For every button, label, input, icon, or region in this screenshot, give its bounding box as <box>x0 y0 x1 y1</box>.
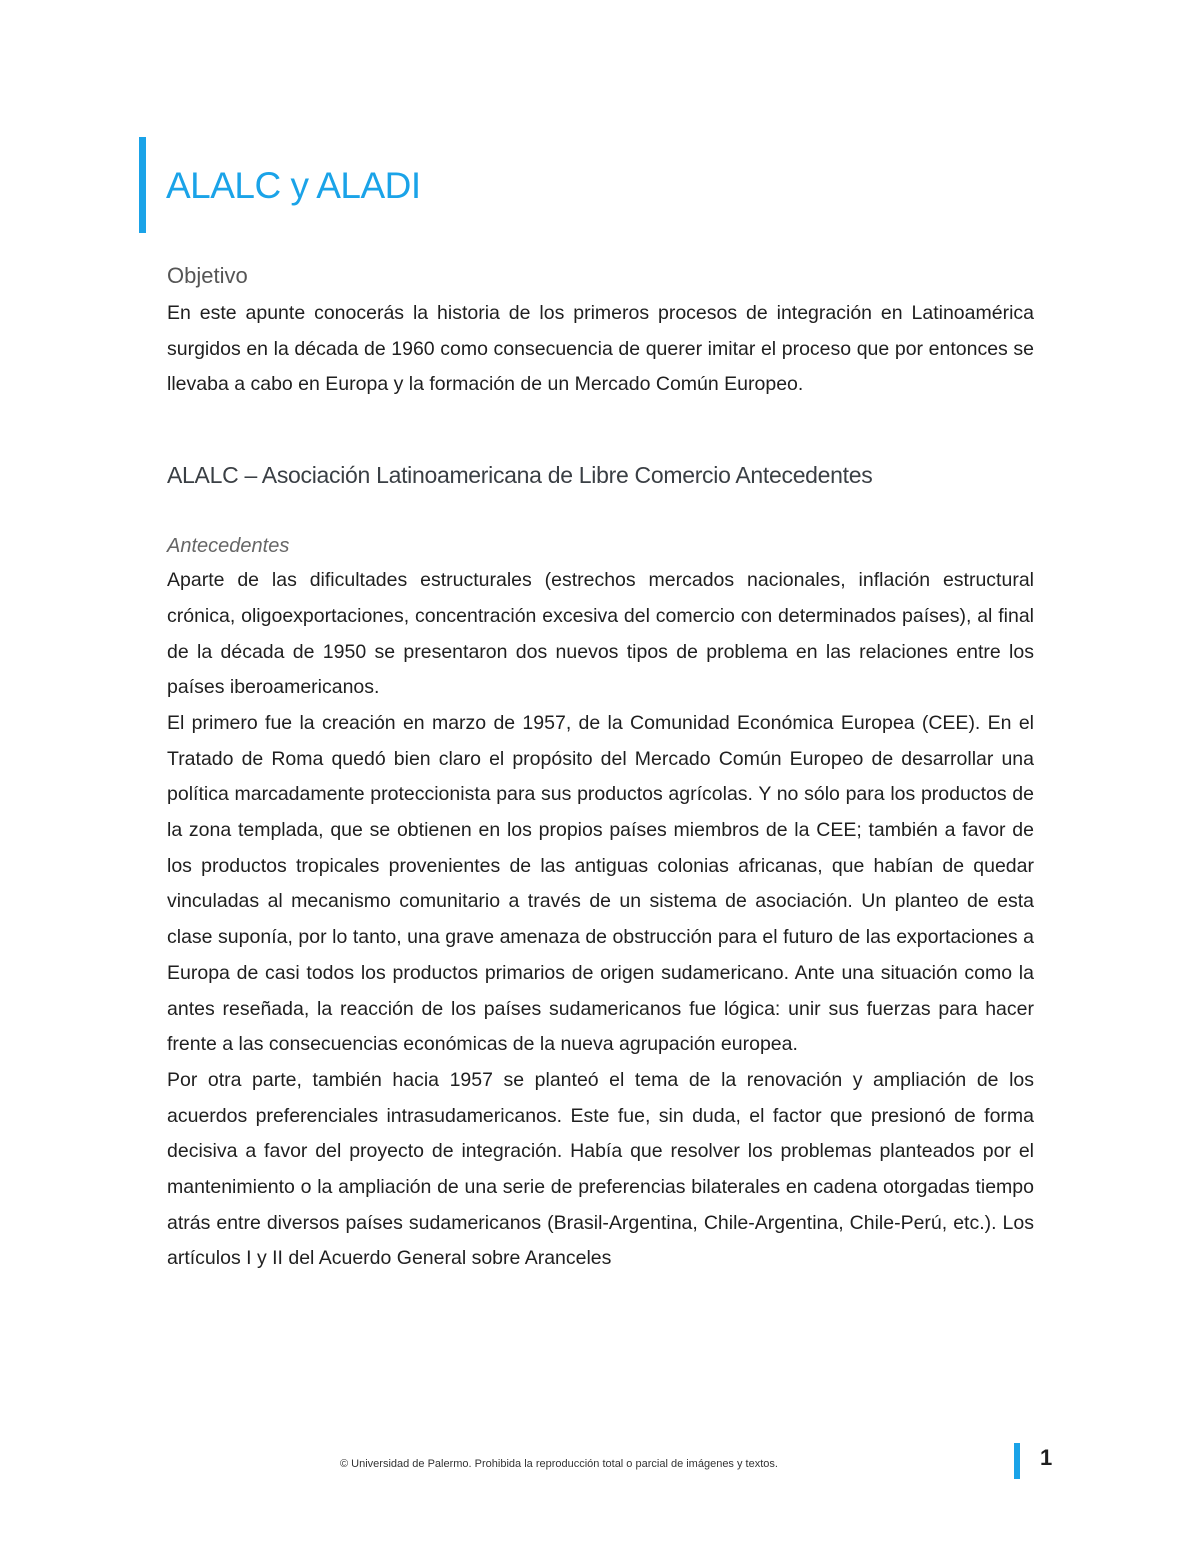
title-accent-bar <box>139 137 146 233</box>
document-body <box>167 256 1034 1277</box>
body-paragraph-1: Aparte de las dificultades estructurales (estrechos mercados nacionales, inflación estructural crónica, oligoexportaciones, concentración excesiva del comercio con determinados países), al final de la década de 1950 se presentaron dos nuevos tipos de problema en las relaciones entre los países iberoamericanos. <box>167 569 1034 699</box>
objective-heading: Objetivo <box>167 263 248 288</box>
body-paragraph-2: El primero fue la creación en marzo de 1957, de la Comunidad Económica Europea (CEE). En el Tratado de Roma quedó bien claro el propósito del Mercado Común Europeo de desarrollar una política marcadamente proteccionista para sus productos agrícolas. Y no sólo para los productos de la zona templada, que se obtienen en los propios países miembros de la CEE; también a favor de los productos tropicales provenientes de las antiguas colonias africanas, que habían de quedar vinculadas al mecanismo comunitario a través de un sistema de asociación. Un planteo de esta clase suponía, por lo tanto, una grave amenaza de obstrucción para el futuro de las exportaciones a Europa de casi todos los productos primarios de origen sudamericano. Ante una situación como la antes reseñada, la reacción de los países sudamericanos fue lógica: unir sus fuerzas para hacer frente a las consecuencias económicas de la nueva agrupación europea. <box>167 711 1034 1056</box>
footer-accent-bar <box>1014 1443 1020 1479</box>
footer-copyright: © Universidad de Palermo. Prohibida la reproducción total o parcial de imágenes y textos. <box>340 1458 778 1470</box>
body-paragraph-3: Por otra parte, también hacia 1957 se planteó el tema de la renovación y ampliación de los acuerdos preferenciales intrasudamericanos. Este fue, sin duda, el factor que presionó de forma decisiva a favor del proyecto de integración. Había que resolver los problemas planteados por el mantenimiento o la ampliación de una serie de preferencias bilaterales en cadena otorgadas tiempo atrás entre diversos países sudamericanos (Brasil-Argentina, Chile-Argentina, Chile-Perú, etc.). Los artículos I y II del Acuerdo General sobre Aranceles <box>167 1068 1034 1270</box>
page-number: 1 <box>1040 1445 1053 1470</box>
section-heading: ALALC – Asociación Latinoamericana de Libre Comercio Antecedentes <box>167 462 873 489</box>
subsection-heading: Antecedentes <box>167 535 290 558</box>
page-title: ALALC y ALADI <box>166 165 421 206</box>
objective-paragraph: En este apunte conocerás la historia de los primeros procesos de integración en Latinoamérica surgidos en la década de 1960 como consecuencia de querer imitar el proceso que por entonces se llevaba a cabo en Europa y la formación de un Mercado Común Europeo. <box>167 302 1034 396</box>
